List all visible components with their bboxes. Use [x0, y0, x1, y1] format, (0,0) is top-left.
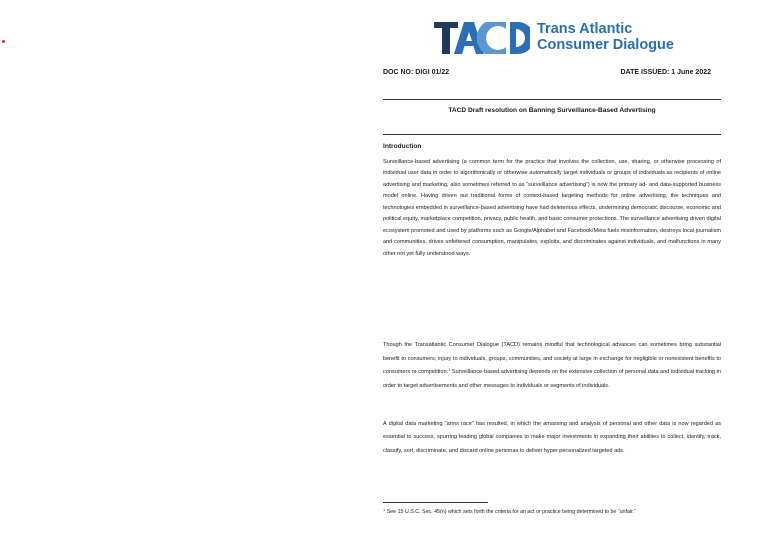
- document-meta: [383, 69, 711, 76]
- document-title: TACD Draft resolution on Banning Surveillance-Based Advertising: [448, 107, 656, 114]
- footnote-text: See 15 U.S.C. Sec. 45(n) which sets forth the criteria for an act or practice being determined to be “unfair.”: [385, 509, 636, 515]
- paragraph-2: [383, 339, 721, 393]
- red-marker-dot: [2, 40, 5, 43]
- organization-name-line1: Trans Atlantic: [537, 21, 633, 37]
- organization-name: [537, 21, 674, 53]
- title-bottom-rule: [383, 134, 721, 135]
- paragraph-1: Surveillance-based advertising (a common term for the practice that involves the collection, use, sharing, or otherwise processing of individual user data in order to algorithmically or otherwise automatically target individuals or groups of individuals as recipients of online advertising and marketing, also sometimes referred to as “surveillance advertising”) is now the primary ad- and data-supported business model online. Having driven out traditional forms of context-based targeting methods for online advertising, the techniques and technologies embedded in surveillance-based advertising have had deleterious effects, undermining democratic discourse, economic and political equity, marketplace competition, privacy, public health, and basic consumer protections. The surveillance advertising driven digital ecosystem promoted and used by platforms such as Google/Alphabet and Facebook/Meta fuels misinformation, destroys local journalism and communities, drives unfettered consumption, manipulates, exploits, and discriminates against individuals, and malfunctions in many other not yet fully understood ways.: [383, 159, 721, 257]
- paragraph-3: A digital data marketing “arms race” has resulted, in which the amassing and analysis of personal and other data is now regarded as essential to success, spurring leading global companies to make major investments in expanding their abilities to collect, identify, track, classify, sort, discriminate, and discard online personas to deliver hyper personalized targeted ads.: [383, 421, 721, 454]
- organization-name-line2: Consumer Dialogue: [537, 37, 674, 53]
- tacd-logo: [434, 20, 724, 56]
- document-page: [383, 0, 723, 554]
- doc-number: DOC NO: DIGI 01/22: [383, 69, 450, 76]
- date-issued: DATE ISSUED: 1 June 2022: [620, 69, 711, 76]
- footnote-reference[interactable]: 1: [448, 367, 451, 372]
- title-top-rule: [383, 99, 721, 100]
- paragraph-2-text-a: Though the Transatlantic Consumer Dialogue (TACD) remains mindful that technological advances can sometimes bring substantial benefit to consumers, injury to individuals, groups, communities, and society at large in exchange for negligible or nonexistent benefits to consumers or competition.: [383, 342, 721, 375]
- section-heading-introduction: Introduction: [383, 143, 422, 150]
- footnote: [383, 509, 721, 516]
- tacd-logo-icon: [434, 22, 530, 54]
- footnote-separator: [383, 502, 488, 503]
- paragraph-2-text-b: Surveillance-based advertising depends on the extensive collection of personal data and individual tracking in order to target advertisements and other messages to individuals or segments of individuals.: [383, 369, 721, 389]
- footnote-number: 1: [383, 507, 386, 512]
